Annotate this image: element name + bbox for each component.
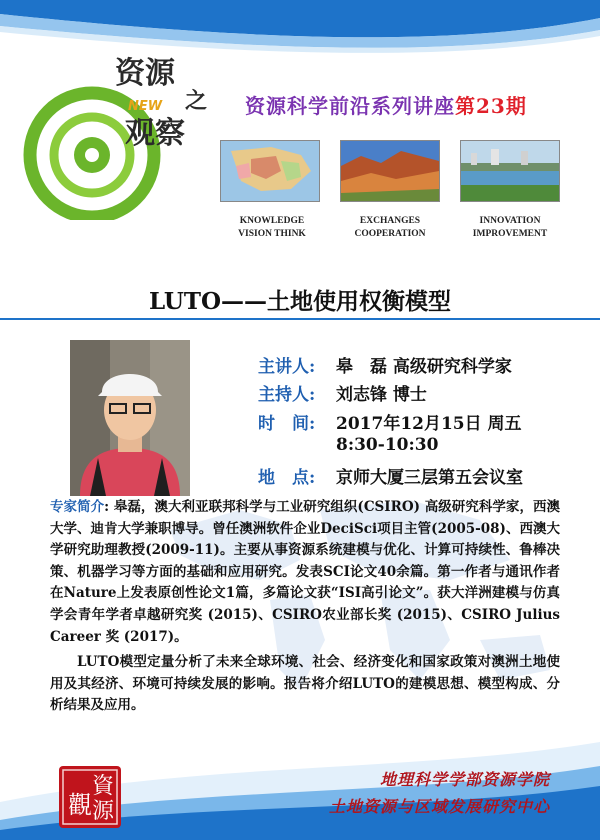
host-row (258, 380, 427, 405)
title-divider (0, 318, 600, 320)
org-line-2: 土地资源与区域发展研究中心 (328, 797, 550, 816)
map-photo (220, 140, 320, 202)
stamp-char: 源 (92, 799, 115, 824)
host-value: 刘志锋 博士 (336, 385, 427, 405)
logo-text-top: 资源 (115, 56, 175, 91)
bio-lead: 专家简介 (50, 499, 105, 515)
speaker-row (258, 352, 512, 377)
series-name: 资源科学前沿系列讲座 (245, 94, 455, 118)
time-row (258, 409, 522, 434)
luto-description: LUTO模型定量分析了未来全球环境、社会、经济变化和国家政策对澳洲土地使用及其经济、环境可持续发展的影响。报告将介绍LUTO的建模思想、模型构成、分析结果及应用。 (50, 654, 560, 714)
caption-line: IMPROVEMENT (472, 229, 548, 239)
logo-text-new: NEW (128, 99, 163, 114)
logo-text-zhi: 之 (185, 88, 208, 114)
speaker-photo (70, 340, 190, 496)
place-value: 京师大厦三层第五会议室 (336, 468, 523, 488)
time-row-2 (258, 435, 438, 455)
speaker-value: 皋 磊 高级研究科学家 (336, 357, 512, 377)
pillar-caption-knowledge (222, 215, 322, 241)
org-line-1: 地理科学学部资源学院 (379, 770, 550, 789)
seal-stamp (58, 765, 122, 829)
caption-line: COOPERATION (354, 229, 426, 239)
time-value-2: 8:30-10:30 (336, 435, 439, 455)
canyon-photo (340, 140, 440, 202)
time-value: 2017年12月15日 周五 (336, 414, 522, 434)
speaker-label: 主讲人: (258, 357, 316, 377)
lecture-title: LUTO——土地使用权衡模型 (148, 288, 452, 315)
pillar-caption-innovation (460, 215, 560, 241)
top-wave-decoration (0, 0, 600, 60)
host-label: 主持人: (258, 385, 316, 405)
caption-line: KNOWLEDGE (239, 216, 305, 226)
place-label: 地 点: (258, 468, 316, 488)
time-label: 时 间: (258, 414, 316, 434)
stamp-char: 資 (92, 774, 115, 799)
series-issue: 第23期 (455, 94, 527, 118)
speaker-bio (50, 497, 560, 717)
caption-line: EXCHANGES (359, 216, 421, 226)
series-logo (20, 55, 225, 220)
caption-line: INNOVATION (479, 216, 541, 226)
logo-text-bottom: 观察 (125, 116, 185, 151)
lake-photo (460, 140, 560, 202)
bio-paragraph (50, 497, 560, 648)
place-row (258, 463, 523, 488)
pillar-caption-exchanges (340, 215, 440, 241)
bio-text: : 皋磊，澳大利亚联邦科学与工业研究组织(CSIRO) 高级研究科学家，西澳大学、迪肯大学兼职博导。曾任澳洲软件企业DeciSci项目主管(2005-08)、西澳大学研究助理教授(2009-11)。主要从事资源系统建模与优化、计算可持续性、鲁棒决策、机器学习等方面的基础和应用研究。发表SCI论文40余篇。第一作者与通讯作者在Nature上发表原创性论文1篇，多篇论文获“ISI高引论文”。获大洋洲建模与仿真学会青年学者卓越研究奖 (2015)、CSIRO农业部长奖 (2015)、CSIRO Julius Career 奖 (2017)。 (50, 499, 561, 645)
stamp-char: 觀 (68, 791, 92, 819)
caption-line: VISION THINK (238, 229, 306, 239)
series-title (245, 90, 527, 119)
